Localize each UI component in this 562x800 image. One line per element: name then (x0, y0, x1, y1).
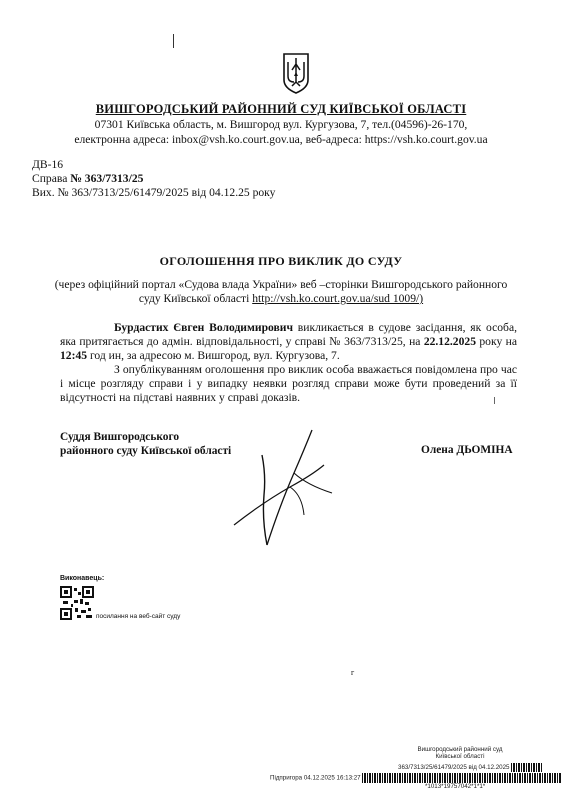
court-portal-link[interactable]: http://vsh.ko.court.gov.ua/sud 1009/) (252, 292, 424, 305)
notice-title: ОГОЛОШЕННЯ ПРО ВИКЛИК ДО СУДУ (159, 254, 403, 268)
handwritten-signature (232, 425, 342, 555)
judge-name: Олена ДЬОМІНА (421, 444, 513, 456)
notice-subtitle: (через офіційний портал «Судова влада України» веб –сторінки Вишгородського районного (54, 278, 508, 291)
summons-paragraph: Бурдастих Євген Володимирович викликається в судове засідання, як особа, яка притягається до адмін. відповідальності, у справі № 363/7313/25, на 22.12.2025 року на 12:45 год ин, за адресою м. Вишгород, вул. Кургузова, 7. (60, 321, 517, 363)
notice-subtitle-2: суду Київської області http://vsh.ko.court.gov.ua/sud 1009/) (138, 292, 424, 305)
case-number: Справа № 363/7313/25 (32, 172, 144, 185)
qr-code[interactable] (60, 586, 94, 620)
margin-mark-2 (494, 397, 495, 404)
margin-mark (173, 34, 174, 48)
coat-of-arms-icon (283, 52, 309, 94)
executor-label: Виконавець: (60, 575, 105, 582)
margin-mark-letter: г (351, 668, 355, 677)
court-address: 07301 Київська область, м. Вишгород вул. Кургузова, 7, тел.(04596)-26-170, (94, 118, 468, 131)
judge-title: Суддя Вишгородського районного суду Київської області (60, 431, 232, 457)
consequences-paragraph: З опублікуванням оголошення про виклик особа вважається повідомлена про час і місце розгляду справи і у випадку неявки розгляд справи може бути проведений за її відсутності на підставі наявних у справі доказів. (60, 363, 517, 405)
registration-stamp: Вишгородський районний суд Київської області (417, 746, 503, 761)
stamp-code: *1013*19757042*1*1* (425, 783, 486, 790)
stamp-reference: 363/7313/25/61479/2025 від 04.12.2025 (398, 763, 543, 772)
court-name: ВИШГОРОДСЬКИЙ РАЙОННИЙ СУД КИЇВСЬКОЇ ОБЛАСТІ (95, 102, 467, 116)
document-code: ДВ-16 (32, 158, 64, 171)
court-contacts: електронна адреса: inbox@vsh.ko.court.gov.ua, веб-адреса: https://vsh.ko.court.gov.ua (74, 133, 488, 146)
qr-caption: посилання на веб-сайт суду (96, 613, 181, 620)
stamp-signed: Підпригора 04.12.2025 16:13:27 (270, 773, 562, 783)
summoned-person: Бурдастих Євген Володимирович (114, 321, 294, 334)
outgoing-number: Вих. № 363/7313/25/61479/2025 від 04.12.25 року (32, 186, 276, 199)
